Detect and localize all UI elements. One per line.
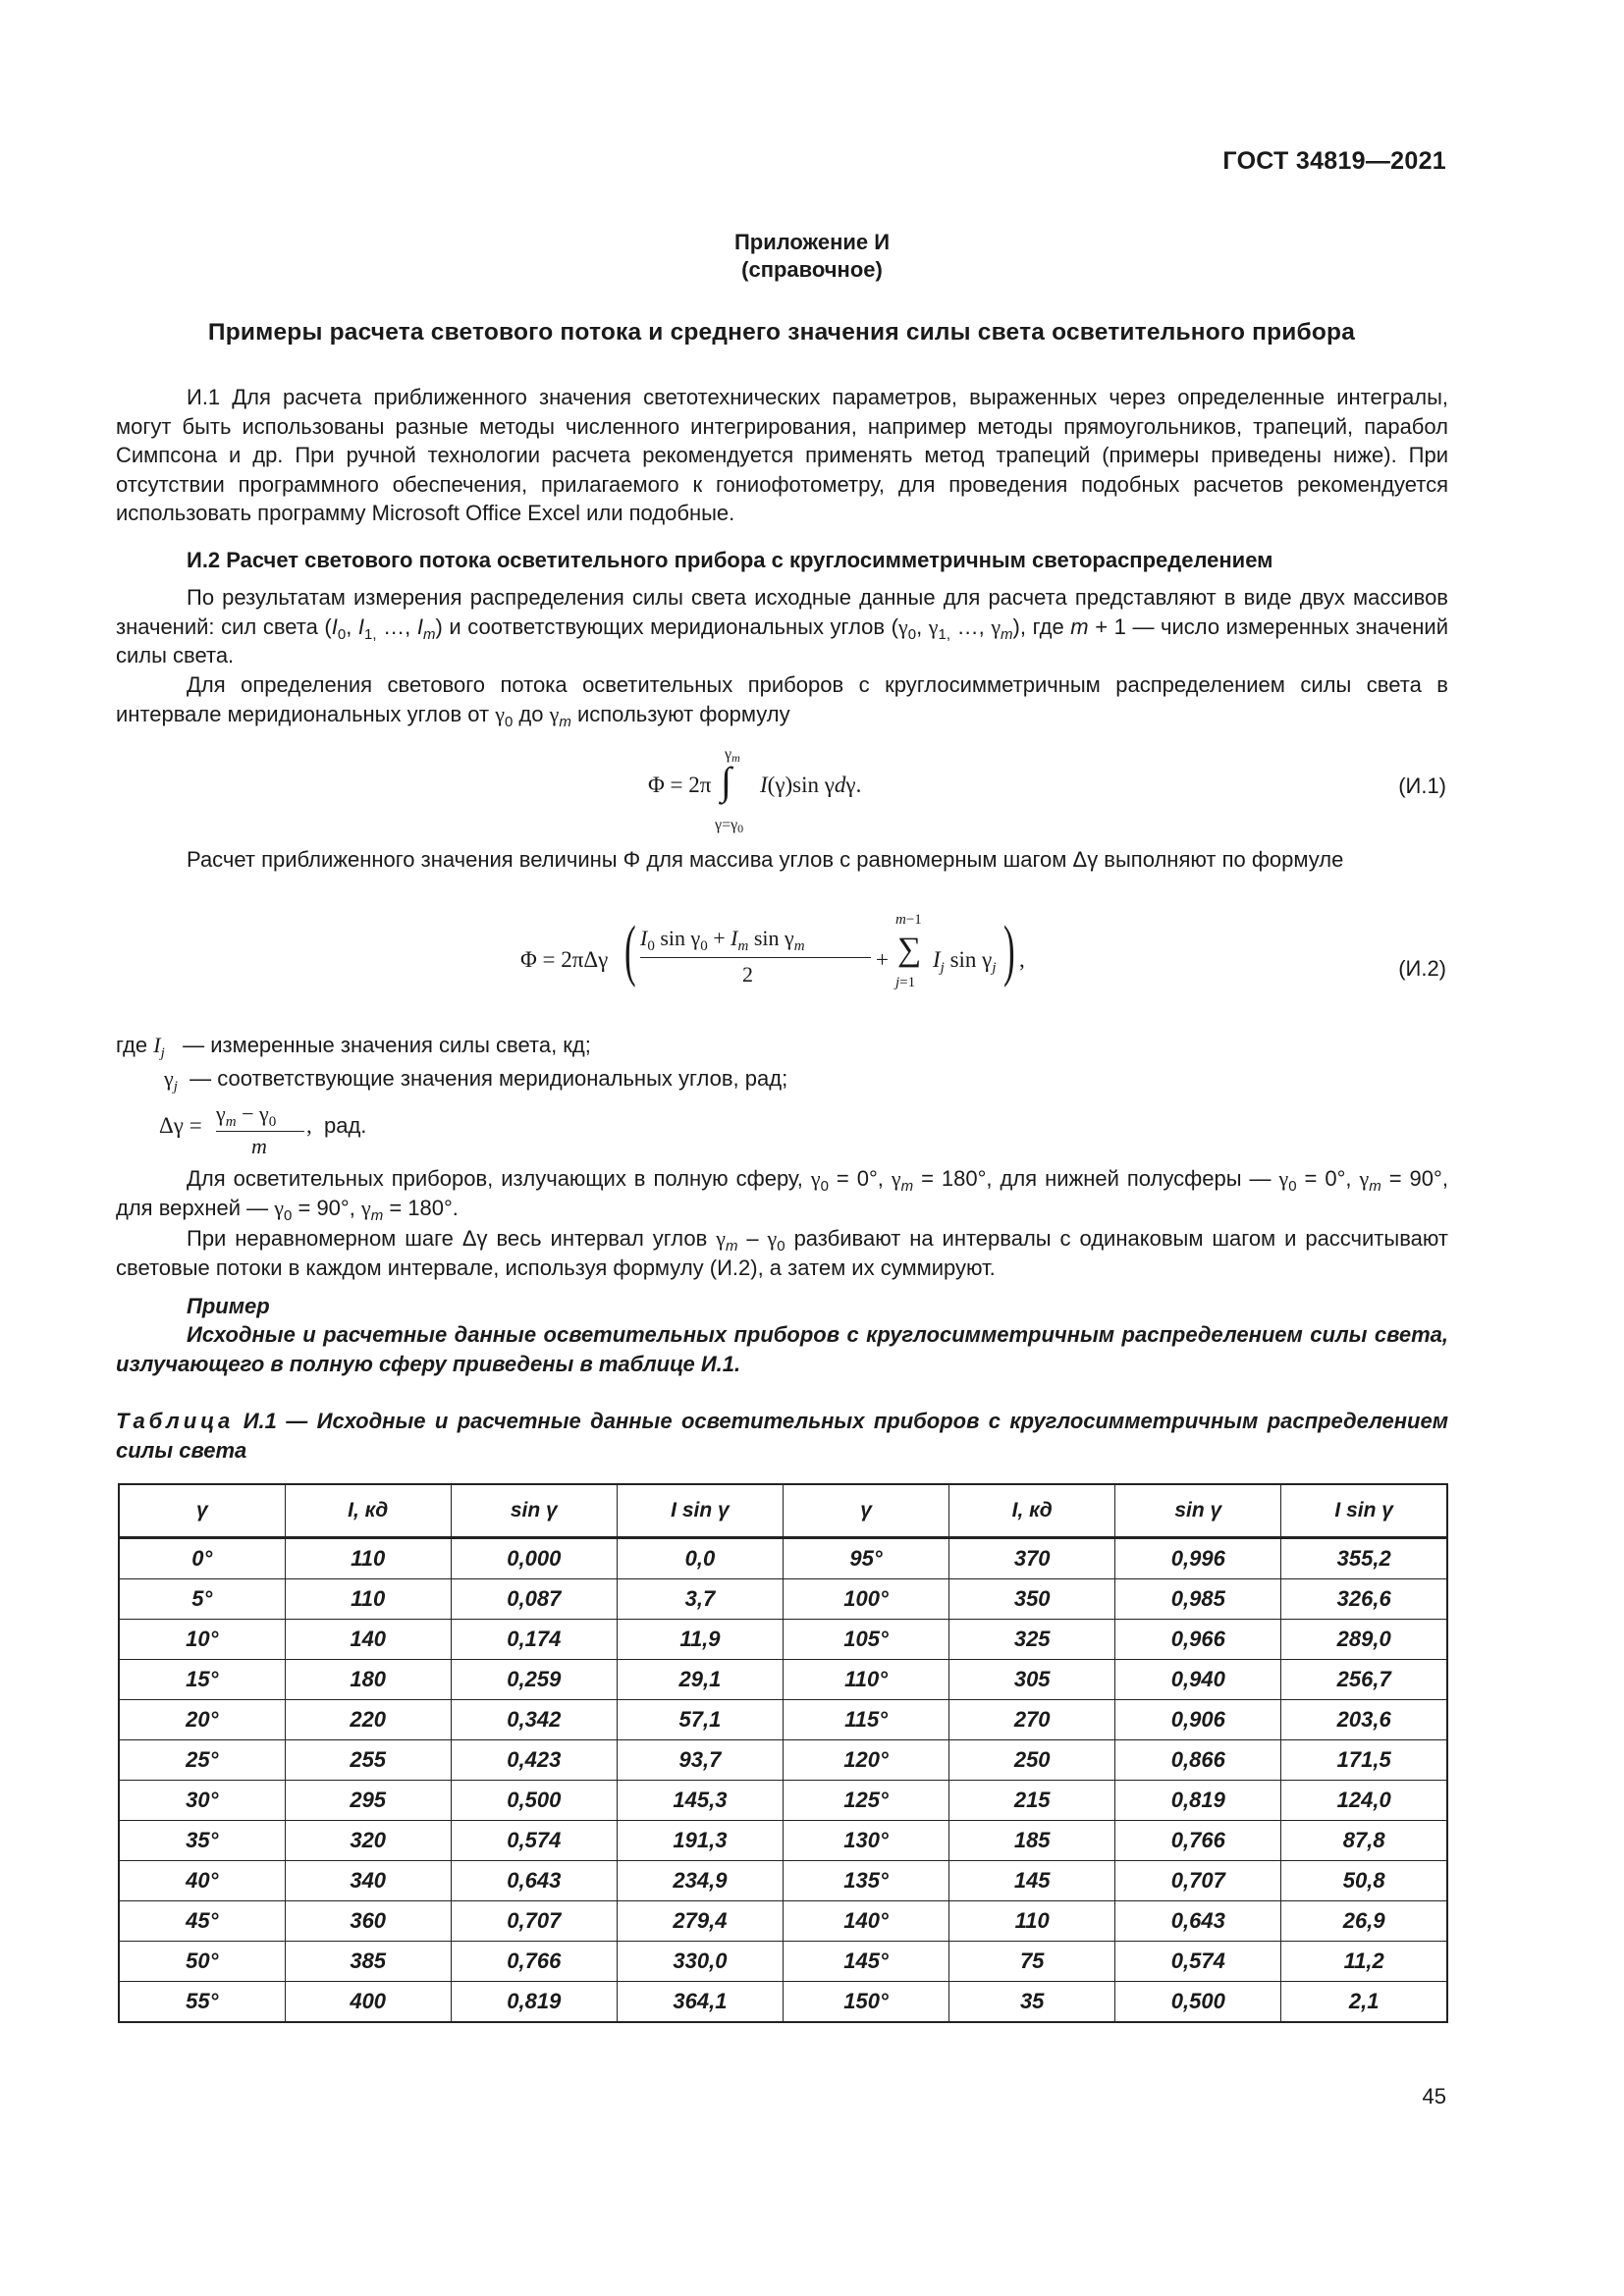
table-cell: 105° (784, 1620, 949, 1660)
table-cell: 255 (285, 1740, 451, 1781)
table-cell: 234,9 (617, 1861, 783, 1901)
table-cell: 0,766 (1115, 1821, 1281, 1861)
table-cell: 110 (285, 1538, 451, 1579)
table-cell: 0,087 (451, 1579, 617, 1620)
table-cell: 0,643 (1115, 1901, 1281, 1942)
header-intensity: I, кд (285, 1484, 451, 1538)
header-sin: sin γ (1115, 1484, 1281, 1538)
table-cell: 0,707 (1115, 1861, 1281, 1901)
table-cell: 0,500 (1115, 1982, 1281, 2023)
heading-i2: И.2 Расчет светового потока осветительного прибора с круглосимметричным светораспределением (187, 548, 1273, 572)
table-cell: 140° (784, 1901, 949, 1942)
table-cell: 0,819 (1115, 1781, 1281, 1821)
header-gamma: γ (784, 1484, 949, 1538)
table-cell: 0,643 (451, 1861, 617, 1901)
table-cell: 0,866 (1115, 1740, 1281, 1781)
table-cell: 145 (949, 1861, 1115, 1901)
table-cell: 57,1 (617, 1700, 783, 1740)
paragraph-i1: И.1 Для расчета приближенного значения светотехнических параметров, выраженных через определенные интегралы, могут быть использованы разные методы численного интегрирования, например методы прямоугольников, трапеций, парабол Симпсона и др. При ручной технологии расчета рекомендуется применять метод трапеций (примеры приведены ниже). При отсутствии программного обеспечения, прилагаемого к гониофотометру, для проведения подобных расчетов рекомендуется использовать программу Microsoft Office Excel или подобные. (116, 385, 1448, 525)
appendix-label: Приложение И (733, 230, 891, 254)
table-row (119, 1579, 1447, 1620)
table-body (119, 1538, 1447, 2023)
table-row (119, 1740, 1447, 1781)
paragraph-i2-approx: Расчет приближенного значения величины Φ для массива углов с равномерным шагом Δγ выполняют по формуле (187, 847, 1344, 872)
table-cell: 305 (949, 1660, 1115, 1700)
table-cell: 15° (119, 1660, 285, 1700)
table-cell: 150° (784, 1982, 949, 2023)
table-row (119, 1942, 1447, 1982)
table-cell: 45° (119, 1901, 285, 1942)
table-cell: 93,7 (617, 1740, 783, 1781)
table-cell: 0,174 (451, 1620, 617, 1660)
table-cell: 320 (285, 1821, 451, 1861)
table-row (119, 1700, 1447, 1740)
paragraph-i2-formula-intro: Для определения светового потока осветительных приборов с круглосимметричным распределением силы света в интервале меридиональных углов от $\gamma_0$ до $\gamma_m$ используют формулу (116, 672, 1448, 730)
table-cell: 55° (119, 1982, 285, 2023)
table-cell: 26,9 (1281, 1901, 1447, 1942)
table-cell: 270 (949, 1700, 1115, 1740)
table-cell: 0,940 (1115, 1660, 1281, 1700)
definition-gammaj: $\gamma_j$ — соответствующие значения меридиональных углов, рад; (164, 1066, 788, 1095)
table-cell: 385 (285, 1942, 451, 1982)
table-cell: 0,707 (451, 1901, 617, 1942)
table-cell: 40° (119, 1861, 285, 1901)
header-intensity: I, кд (949, 1484, 1115, 1538)
table-cell: 11,2 (1281, 1942, 1447, 1982)
table-cell: 289,0 (1281, 1620, 1447, 1660)
table-cell: 3,7 (617, 1579, 783, 1620)
table-cell: 75 (949, 1942, 1115, 1982)
data-table (118, 1483, 1448, 2023)
header-i-sin: I sin γ (1281, 1484, 1447, 1538)
table-cell: 340 (285, 1861, 451, 1901)
table-row (119, 1982, 1447, 2023)
table-row (119, 1660, 1447, 1700)
table-cell: 295 (285, 1781, 451, 1821)
table-cell: 256,7 (1281, 1660, 1447, 1700)
table-row (119, 1781, 1447, 1821)
table-header-row (119, 1484, 1447, 1538)
example-text: Исходные и расчетные данные осветительных приборов с круглосимметричным распределением силы света, излучающего в полную сферу приведены в таблице И.1. (116, 1322, 1448, 1376)
table-cell: 0,819 (451, 1982, 617, 2023)
definition-delta-gamma: Δγ = $\gamma_m - \gamma_0$ m , рад. (159, 1101, 367, 1158)
table-cell: 0,574 (1115, 1942, 1281, 1982)
table-cell: 20° (119, 1700, 285, 1740)
formula-i2-number: (И.2) (1398, 956, 1446, 981)
table-cell: 350 (949, 1579, 1115, 1620)
table-cell: 180 (285, 1660, 451, 1700)
standard-number: ГОСТ 34819—2021 (1222, 147, 1446, 175)
table-cell: 25° (119, 1740, 285, 1781)
table-cell: 110° (784, 1660, 949, 1700)
table-cell: 135° (784, 1861, 949, 1901)
table-cell: 0,766 (451, 1942, 617, 1982)
table-cell: 0° (119, 1538, 285, 1579)
table-cell: 120° (784, 1740, 949, 1781)
table-cell: 370 (949, 1538, 1115, 1579)
table-cell: 0,342 (451, 1700, 617, 1740)
header-sin: sin γ (451, 1484, 617, 1538)
table-cell: 360 (285, 1901, 451, 1942)
table-cell: 124,0 (1281, 1781, 1447, 1821)
table-cell: 125° (784, 1781, 949, 1821)
table-row (119, 1901, 1447, 1942)
table-cell: 0,966 (1115, 1620, 1281, 1660)
table-cell: 145° (784, 1942, 949, 1982)
table-cell: 35° (119, 1821, 285, 1861)
table-cell: 115° (784, 1700, 949, 1740)
paragraph-i2-sphere: Для осветительных приборов, излучающих в полную сферу, $\gamma_0 = 0^\circ$, $\gamma_m = 180^\circ$, для нижней полусферы — $\gamma_0 = 0^\circ$, $\gamma_m = 90^\circ$, для верхней — $\gamma_0 = 90^\circ$, $\gamma_m = 180^\circ$. (116, 1166, 1448, 1224)
table-cell: 11,9 (617, 1620, 783, 1660)
table-row (119, 1538, 1447, 1579)
table-cell: 50,8 (1281, 1861, 1447, 1901)
table-cell: 0,259 (451, 1660, 617, 1700)
example-label: Пример (187, 1294, 270, 1318)
table-cell: 185 (949, 1821, 1115, 1861)
table-cell: 215 (949, 1781, 1115, 1821)
table-cell: 279,4 (617, 1901, 783, 1942)
table-caption: Таблица И.1 — Исходные и расчетные данные осветительных приборов с круглосимметричным распределением силы света (116, 1409, 1448, 1463)
table-cell: 355,2 (1281, 1538, 1447, 1579)
table-cell: 0,0 (617, 1538, 783, 1579)
table-cell: 0,423 (451, 1740, 617, 1781)
table-cell: 0,985 (1115, 1579, 1281, 1620)
table-cell: 29,1 (617, 1660, 783, 1700)
table-cell: 5° (119, 1579, 285, 1620)
table-cell: 100° (784, 1579, 949, 1620)
table-cell: 0,500 (451, 1781, 617, 1821)
appendix-kind: (справочное) (741, 257, 883, 282)
table-cell: 87,8 (1281, 1821, 1447, 1861)
table-cell: 0,996 (1115, 1538, 1281, 1579)
formula-i1-number: (И.1) (1398, 774, 1446, 798)
table-row (119, 1821, 1447, 1861)
table-cell: 0,000 (451, 1538, 617, 1579)
table-cell: 191,3 (617, 1821, 783, 1861)
table-cell: 130° (784, 1821, 949, 1861)
header-i-sin: I sin γ (617, 1484, 783, 1538)
table-cell: 400 (285, 1982, 451, 2023)
table-row (119, 1861, 1447, 1901)
table-cell: 220 (285, 1700, 451, 1740)
definition-ij: где $I_j$ — измеренные значения силы света, кд; (116, 1033, 591, 1061)
paragraph-i2-data: По результатам измерения распределения силы света исходные данные для расчета представляют в виде двух массивов значений: сил света ($I_0$, $I_{1,}$ …, $I_m$) и соответствующих меридиональных углов ($\gamma_0$, $\gamma_{1,}$ …, $\gamma_m$), где m + 1 — число измеренных значений силы света. (116, 585, 1448, 667)
appendix-title: Примеры расчета светового потока и среднего значения силы света осветительного прибора (207, 319, 1356, 346)
table-cell: 325 (949, 1620, 1115, 1660)
paragraph-i2-uneven: При неравномерном шаге Δγ весь интервал углов $\gamma_m - \gamma_0$ разбивают на интервалы с одинаковым шагом и рассчитывают световые потоки в каждом интервале, используя формулу (И.2), а затем их суммируют. (116, 1226, 1448, 1280)
table-cell: 364,1 (617, 1982, 783, 2023)
formula-i2: Φ = 2πΔγ ( $I_0$ $\sin \gamma_0 + I_m$ $\sin \gamma_m$ 2 + m−1 ∑ j=1 $I_j$ $\sin \gamma_j$ ) , (520, 912, 1025, 990)
table-cell: 110 (285, 1579, 451, 1620)
table-cell: 330,0 (617, 1942, 783, 1982)
table-cell: 0,574 (451, 1821, 617, 1861)
table-cell: 326,6 (1281, 1579, 1447, 1620)
table-cell: 110 (949, 1901, 1115, 1942)
table-cell: 35 (949, 1982, 1115, 2023)
page-number: 45 (1422, 2084, 1446, 2109)
table-cell: 171,5 (1281, 1740, 1447, 1781)
table-cell: 95° (784, 1538, 949, 1579)
table-cell: 10° (119, 1620, 285, 1660)
table-row (119, 1620, 1447, 1660)
table-cell: 0,906 (1115, 1700, 1281, 1740)
table-cell: 145,3 (617, 1781, 783, 1821)
table-cell: 50° (119, 1942, 285, 1982)
table-cell: 140 (285, 1620, 451, 1660)
table-cell: 30° (119, 1781, 285, 1821)
table-cell: 203,6 (1281, 1700, 1447, 1740)
table-cell: 250 (949, 1740, 1115, 1781)
header-gamma: γ (119, 1484, 285, 1538)
table-cell: 2,1 (1281, 1982, 1447, 2023)
formula-i1: Φ = 2π ∫ $\gamma_m$ $\gamma=\gamma_0$ I(γ)sin γdγ. (648, 746, 862, 835)
